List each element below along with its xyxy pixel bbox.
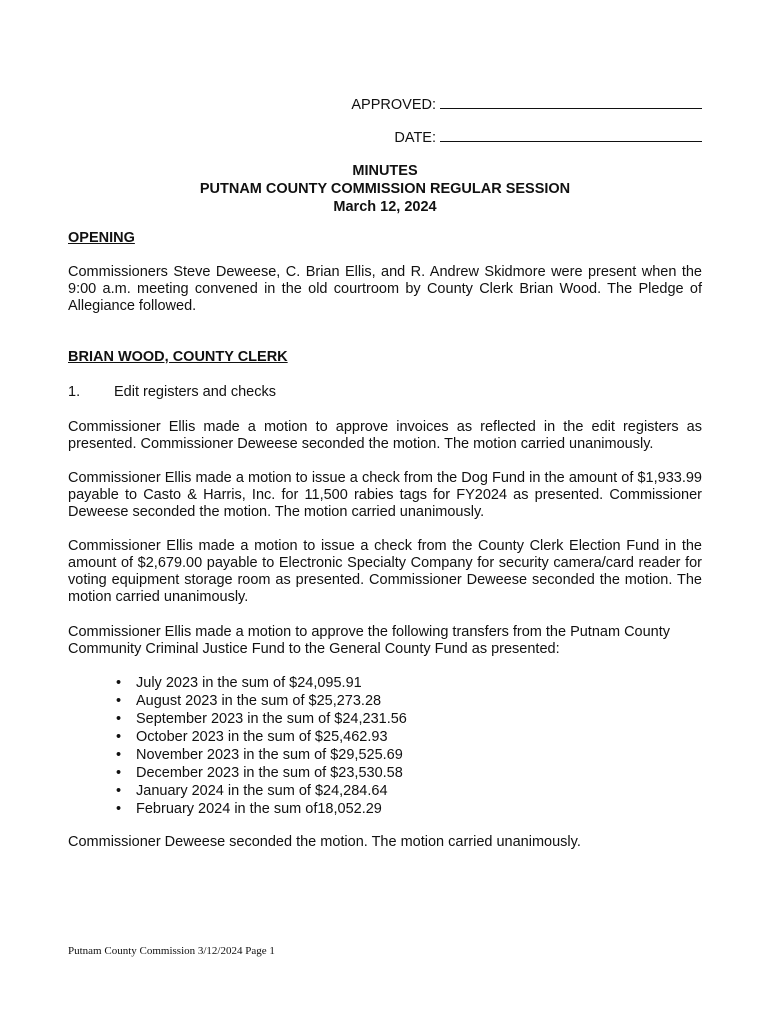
list-item: • September 2023 in the sum of $24,231.56 bbox=[68, 710, 702, 728]
item-number: 1. bbox=[68, 384, 81, 400]
title-session: PUTNAM COUNTY COMMISSION REGULAR SESSION bbox=[199, 181, 571, 197]
list-item: • August 2023 in the sum of $25,273.28 bbox=[68, 692, 702, 710]
page-footer: Putnam County Commission 3/12/2024 Page 1 bbox=[68, 945, 275, 957]
title-date: March 12, 2024 bbox=[333, 199, 437, 215]
transfers-list-container bbox=[68, 674, 702, 818]
list-item: • October 2023 in the sum of $25,462.93 bbox=[68, 728, 702, 746]
date-label: DATE: bbox=[394, 130, 436, 146]
date-signature-line bbox=[394, 127, 702, 147]
motion-paragraph-transfers: Commissioner Ellis made a motion to approve the following transfers from the Putnam County Community Criminal Justice Fund to the General County Fund as presented: bbox=[68, 624, 671, 657]
transfers-list bbox=[68, 674, 702, 818]
approved-label: APPROVED: bbox=[351, 97, 436, 113]
document-title-block bbox=[0, 162, 770, 216]
numbered-item bbox=[68, 384, 702, 401]
date-blank-line bbox=[440, 127, 702, 142]
item-label: Edit registers and checks bbox=[114, 384, 276, 400]
list-item: • July 2023 in the sum of $24,095.91 bbox=[68, 674, 702, 692]
clerk-section-heading: BRIAN WOOD, COUNTY CLERK bbox=[68, 349, 288, 365]
motion-paragraph-invoices: Commissioner Ellis made a motion to approve invoices as reflected in the edit registers as presented. Commissioner Deweese seconded the motion. The motion carried unanimously. bbox=[68, 419, 702, 452]
motion-paragraph-dog-fund: Commissioner Ellis made a motion to issue a check from the Dog Fund in the amount of $1,933.99 payable to Casto & Harris, Inc. for 11,500 rabies tags for FY2024 as presented. Commissioner Deweese seconded the motion. The motion carried unanimously. bbox=[68, 470, 702, 520]
title-minutes: MINUTES bbox=[352, 163, 418, 179]
list-item: • December 2023 in the sum of $23,530.58 bbox=[68, 764, 702, 782]
opening-heading: OPENING bbox=[68, 230, 135, 246]
list-item: • November 2023 in the sum of $29,525.69 bbox=[68, 746, 702, 764]
approved-blank-line bbox=[440, 94, 702, 109]
opening-paragraph: Commissioners Steve Deweese, C. Brian Ellis, and R. Andrew Skidmore were present when the 9:00 a.m. meeting convened in the old courtroom by County Clerk Brian Wood. The Pledge of Allegiance followed. bbox=[68, 264, 702, 314]
list-item: • January 2024 in the sum of $24,284.64 bbox=[68, 782, 702, 800]
closing-paragraph: Commissioner Deweese seconded the motion. The motion carried unanimously. bbox=[68, 834, 581, 850]
list-item: • February 2024 in the sum of18,052.29 bbox=[68, 800, 702, 818]
approved-signature-line bbox=[351, 94, 702, 114]
motion-paragraph-election-fund: Commissioner Ellis made a motion to issue a check from the County Clerk Election Fund in the amount of $2,679.00 payable to Electronic Specialty Company for security camera/card reader for voting equipment storage room as presented. Commissioner Deweese seconded the motion. The motion carried unanimously. bbox=[68, 538, 702, 605]
